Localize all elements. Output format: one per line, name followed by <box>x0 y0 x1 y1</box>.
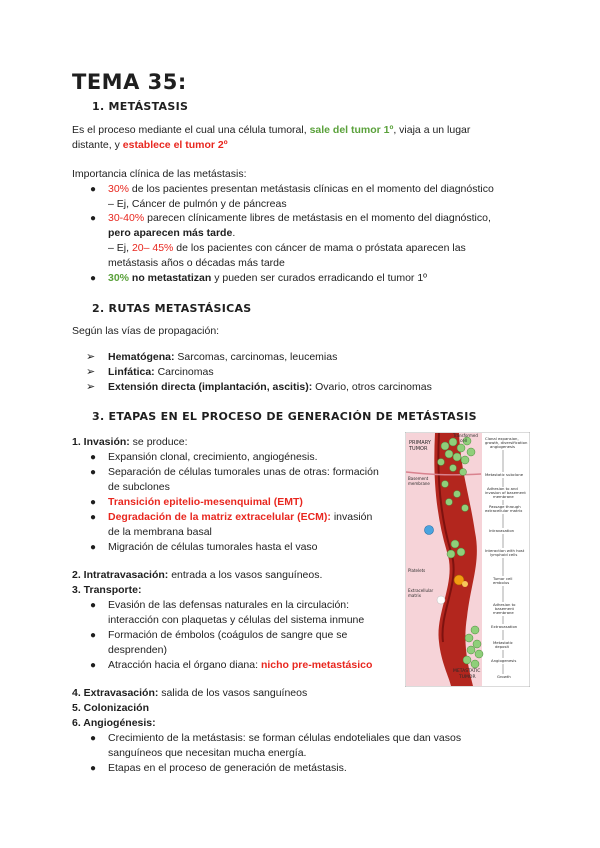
angiogenesis-item-cont: sanguíneos que necesitan mucha energía. <box>108 747 307 759</box>
invasion-item: Expansión clonal, crecimiento, angiogénesis. <box>108 451 318 463</box>
step-label: basement <box>495 606 514 611</box>
importance-item-2-line-2: pero aparecen más tarde. <box>108 227 236 239</box>
label-transformed: Transformed <box>453 433 478 438</box>
label-matrix: matrix <box>408 593 422 598</box>
invasion-item: Separación de células tumorales unas de otras: formación <box>108 466 379 478</box>
bullet-dot: ● <box>90 213 97 224</box>
step-label: Tumor cell <box>493 576 513 581</box>
section-heading-routes: 2. RUTAS METASTÁSICAS <box>92 302 252 315</box>
label-metastatic-tumor: TUMOR <box>459 675 476 680</box>
stage-extravasation: 4. Extravasación: salida de los vasos sanguíneos <box>72 687 308 699</box>
label-primary: PRIMARY <box>409 440 431 446</box>
importance-item-3: 30% no metastatizan y pueden ser curados erradicando el tumor 1º <box>108 272 428 284</box>
step-label: Intravasation <box>489 528 515 533</box>
bullet-dot: ● <box>90 512 97 523</box>
invasion-item-emt: Transición epitelio-mesenquimal (EMT) <box>108 496 303 508</box>
bullet-dot: ● <box>90 497 97 508</box>
transport-item: Evasión de las defensas naturales en la circulación: <box>108 599 350 611</box>
label-metastatic: METASTATIC <box>453 669 481 674</box>
stage-invasion: 1. Invasión: se produce: <box>72 436 188 448</box>
stage-colonization: 5. Colonización <box>72 702 150 714</box>
step-label: membrane <box>493 494 514 499</box>
invasion-item: Migración de células tumorales hasta el vaso <box>108 541 318 553</box>
importance-item-1-example: – Ej, Cáncer de pulmón y de páncreas <box>108 198 287 210</box>
step-label: deposit <box>495 644 510 649</box>
section-heading-metastasis: 1. METÁSTASIS <box>92 100 189 113</box>
bullet-dot: ● <box>90 467 97 478</box>
step-label: angiogenesis <box>490 444 516 449</box>
label-platelets: Platelets <box>408 568 426 573</box>
importance-item-2-line-4: metástasis años o décadas más tarde <box>108 257 285 269</box>
label-basement-membrane: membrane <box>408 481 430 486</box>
arrow-bullet-icon: ➢ <box>86 381 96 393</box>
bullet-dot: ● <box>90 542 97 553</box>
bullet-dot: ● <box>90 273 97 284</box>
bullet-dot: ● <box>90 733 97 744</box>
importance-item-1: 30% de los pacientes presentan metástasis clínicas en el momento del diagnóstico <box>108 183 494 195</box>
transport-item-cont: desprenden) <box>108 644 167 656</box>
invasion-item-ecm: Degradación de la matriz extracelular (ECM): invasión <box>108 511 373 523</box>
importance-title: Importancia clínica de las metástasis: <box>72 168 247 180</box>
bullet-dot: ● <box>90 660 97 671</box>
definition-line-2: distante, y establece el tumor 2º <box>72 139 228 151</box>
importance-item-2-example: – Ej, 20– 45% de los pacientes con cáncer de mama o próstata aparecen las <box>108 242 466 254</box>
step-label: Metastatic <box>493 640 513 645</box>
step-label: membrane <box>493 610 514 615</box>
step-label: lymphoid cells <box>490 552 518 557</box>
step-label: growth, diversification <box>485 440 528 445</box>
step-label: Adhesion to and <box>487 486 518 491</box>
step-label: Adhesion to <box>493 602 516 607</box>
step-label: Interaction with host <box>485 548 525 553</box>
bullet-dot: ● <box>90 452 97 463</box>
step-label: Extravasation <box>491 624 518 629</box>
step-label: Metastatic subclone <box>485 472 524 477</box>
stage-intravasation: 2. Intratravasación: entrada a los vasos sanguíneos. <box>72 569 323 581</box>
label-transformed-cell: cell <box>460 438 467 443</box>
page-title: TEMA 35: <box>72 70 187 94</box>
transport-item-niche: Atracción hacia el órgano diana: nicho pre-metastásico <box>108 659 373 671</box>
label-basement: Basement <box>408 476 429 481</box>
stage-angiogenesis: 6. Angiogénesis: <box>72 717 156 729</box>
bullet-dot: ● <box>90 763 97 774</box>
angiogenesis-item: Etapas en el proceso de generación de metástasis. <box>108 762 347 774</box>
arrow-bullet-icon: ➢ <box>86 366 96 378</box>
invasion-item-cont: de la membrana basal <box>108 526 212 538</box>
label-extracellular: Extracellular <box>408 588 434 593</box>
route-item-lymphatic: Linfática: Carcinomas <box>108 366 214 378</box>
step-label: Angiogenesis <box>491 658 517 663</box>
definition-line-1: Es el proceso mediante el cual una célula tumoral, sale del tumor 1º, viaja a un lugar <box>72 124 471 136</box>
route-item-hematogenous: Hematógena: Sarcomas, carcinomas, leucemias <box>108 351 338 363</box>
transport-item-cont: interacción con plaquetas y células del sistema inmune <box>108 614 365 626</box>
angiogenesis-item: Crecimiento de la metástasis: se forman células endoteliales que dan vasos <box>108 732 462 744</box>
section-heading-stages: 3. ETAPAS EN EL PROCESO DE GENERACIÓN DE METÁSTASIS <box>92 410 477 423</box>
bullet-dot: ● <box>90 630 97 641</box>
importance-item-2: 30-40% parecen clínicamente libres de metástasis en el momento del diagnóstico, <box>108 212 491 224</box>
step-label: Growth <box>497 674 511 679</box>
bullet-dot: ● <box>90 184 97 195</box>
label-primary-tumor: TUMOR <box>409 446 428 452</box>
arrow-bullet-icon: ➢ <box>86 351 96 363</box>
routes-intro: Según las vías de propagación: <box>72 325 220 337</box>
route-item-direct-extension: Extensión directa (implantación, ascitis): Ovario, otros carcinomas <box>108 381 432 393</box>
step-label: invasion of basement <box>485 490 526 495</box>
invasion-item-cont: de subclones <box>108 481 170 493</box>
step-label: Clonal expansion, <box>485 436 519 441</box>
step-label: extracellular matrix <box>485 508 523 513</box>
step-label: embolus <box>493 580 510 585</box>
step-label: Passage through <box>489 504 521 509</box>
transport-item: Formación de émbolos (coágulos de sangre que se <box>108 629 348 641</box>
stage-transport: 3. Transporte: <box>72 584 142 596</box>
metastasis-figure <box>405 432 530 687</box>
bullet-dot: ● <box>90 600 97 611</box>
